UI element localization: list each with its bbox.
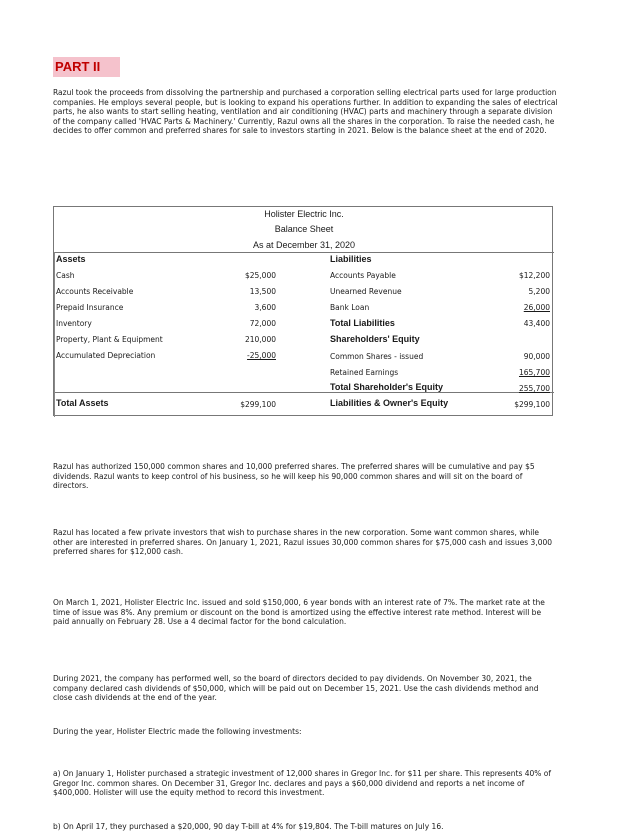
- total-equity-label: Total Shareholder's Equity: [330, 382, 443, 392]
- liability-label-unearned: Unearned Revenue: [330, 287, 402, 296]
- liability-value-ap: $12,200: [518, 271, 550, 280]
- equity-label-common: Common Shares - issued: [330, 352, 424, 361]
- asset-value-prepaid: 3,600: [254, 303, 276, 312]
- total-liabilities-value: 43,400: [523, 319, 550, 328]
- equity-value-retained: 165,700: [518, 368, 550, 377]
- asset-value-inventory: 72,000: [249, 319, 276, 328]
- liability-label-bank-loan: Bank Loan: [330, 303, 370, 312]
- total-liab-equity-value: $299,100: [514, 400, 550, 409]
- asset-label-ar: Accounts Receivable: [56, 287, 134, 296]
- investment-a-paragraph: a) On January 1, Holister purchased a strategic investment of 12,000 shares in Gregor Inc. for $11 per share. This represents 40% of Gregor Inc. common shares. On December 31, Gregor Inc. declares and pays a $60,000 dividend and reports a net income of $400,000. Holister will use the equity method to record this investment.: [53, 769, 552, 797]
- left-border: [54, 252, 55, 417]
- liability-value-bank-loan: 26,000: [523, 303, 550, 312]
- asset-value-ppe: 210,000: [244, 335, 276, 344]
- total-assets-value: $299,100: [240, 400, 276, 409]
- investment-b-paragraph: b) On April 17, they purchased a $20,000, 90 day T-bill at 4% for $19,804. The T-bill matures on July 16.: [53, 822, 444, 831]
- intro-paragraph: Razul took the proceeds from dissolving the partnership and purchased a corporation selling electrical parts used for large production companies. He employs several people, but is looking to expand his operations further. In addition to expanding the sales of electrical parts, he also wants to start selling heating, ventilation and air conditioning (HVAC) parts and machinery through a separate division of the company called 'HVAC Parts & Machinery.' Currently, Razul owns all the shares in the corporation. To raise the needed cash, he decides to offer common and preferred shares for sale to investors starting in 2021. Below is the balance sheet at the end of 2020.: [53, 88, 558, 135]
- asset-value-cash: $25,000: [244, 271, 276, 280]
- asset-label-ppe: Property, Plant & Equipment: [56, 335, 163, 344]
- asset-label-cash: Cash: [56, 271, 75, 280]
- total-liab-equity-label: Liabilities & Owner's Equity: [330, 398, 449, 408]
- asset-label-accum-dep: Accumulated Depreciation: [56, 351, 156, 360]
- investments-intro: During the year, Holister Electric made the following investments:: [53, 727, 302, 736]
- statement-title: Balance Sheet: [274, 224, 334, 234]
- dividends-paragraph: During 2021, the company has performed well, so the board of directors decided to pay dividends. On November 30, 2021, the company declared cash dividends of $50,000, which will be paid out on December 15, 2021. Use the cash dividends method and close cash dividends at the end of the year.: [53, 674, 539, 702]
- liabilities-header: Liabilities: [330, 254, 372, 264]
- assets-header: Assets: [56, 254, 86, 264]
- company-name: Holister Electric Inc.: [264, 209, 344, 219]
- equity-label-retained: Retained Earnings: [330, 368, 399, 377]
- header-divider: [54, 252, 554, 253]
- liability-value-unearned: 5,200: [528, 287, 550, 296]
- bond-paragraph: On March 1, 2021, Holister Electric Inc. issued and sold $150,000, 6 year bonds with an interest rate of 7%. The market rate at the time of issue was 8%. Any premium or discount on the bond is amortized using the effective interest rate method. Interest will be paid annually on February 28. Use a 4 decimal factor for the bond calculation.: [53, 598, 545, 626]
- liability-label-ap: Accounts Payable: [330, 271, 396, 280]
- asset-label-prepaid: Prepaid Insurance: [56, 303, 124, 312]
- asset-label-inventory: Inventory: [56, 319, 92, 328]
- share-issue-paragraph: Razul has located a few private investors that wish to purchase shares in the new corporation. Some want common shares, while other are interested in preferred shares. On January 1, 2021, Razul issues 30,000 common shares for $75,000 cash and issues 3,000 preferred shares for $12,000 cash.: [53, 528, 553, 556]
- asset-value-accum-dep: -25,000: [247, 351, 276, 360]
- authorized-shares-paragraph: Razul has authorized 150,000 common shares and 10,000 preferred shares. The preferred shares will be cumulative and pay $5 dividends. Razul wants to keep control of his business, so he will keep his 90,000 common shares and will sit on the board of directors.: [53, 462, 535, 490]
- balance-sheet: [53, 206, 553, 416]
- equity-header: Shareholders' Equity: [330, 334, 420, 344]
- total-equity-value: 255,700: [518, 384, 550, 393]
- asset-value-ar: 13,500: [249, 287, 276, 296]
- part-heading: PART II: [53, 57, 120, 77]
- total-liabilities-label: Total Liabilities: [330, 318, 395, 328]
- total-assets-label: Total Assets: [56, 398, 109, 408]
- equity-value-common: 90,000: [523, 352, 550, 361]
- statement-date: As at December 31, 2020: [252, 240, 356, 250]
